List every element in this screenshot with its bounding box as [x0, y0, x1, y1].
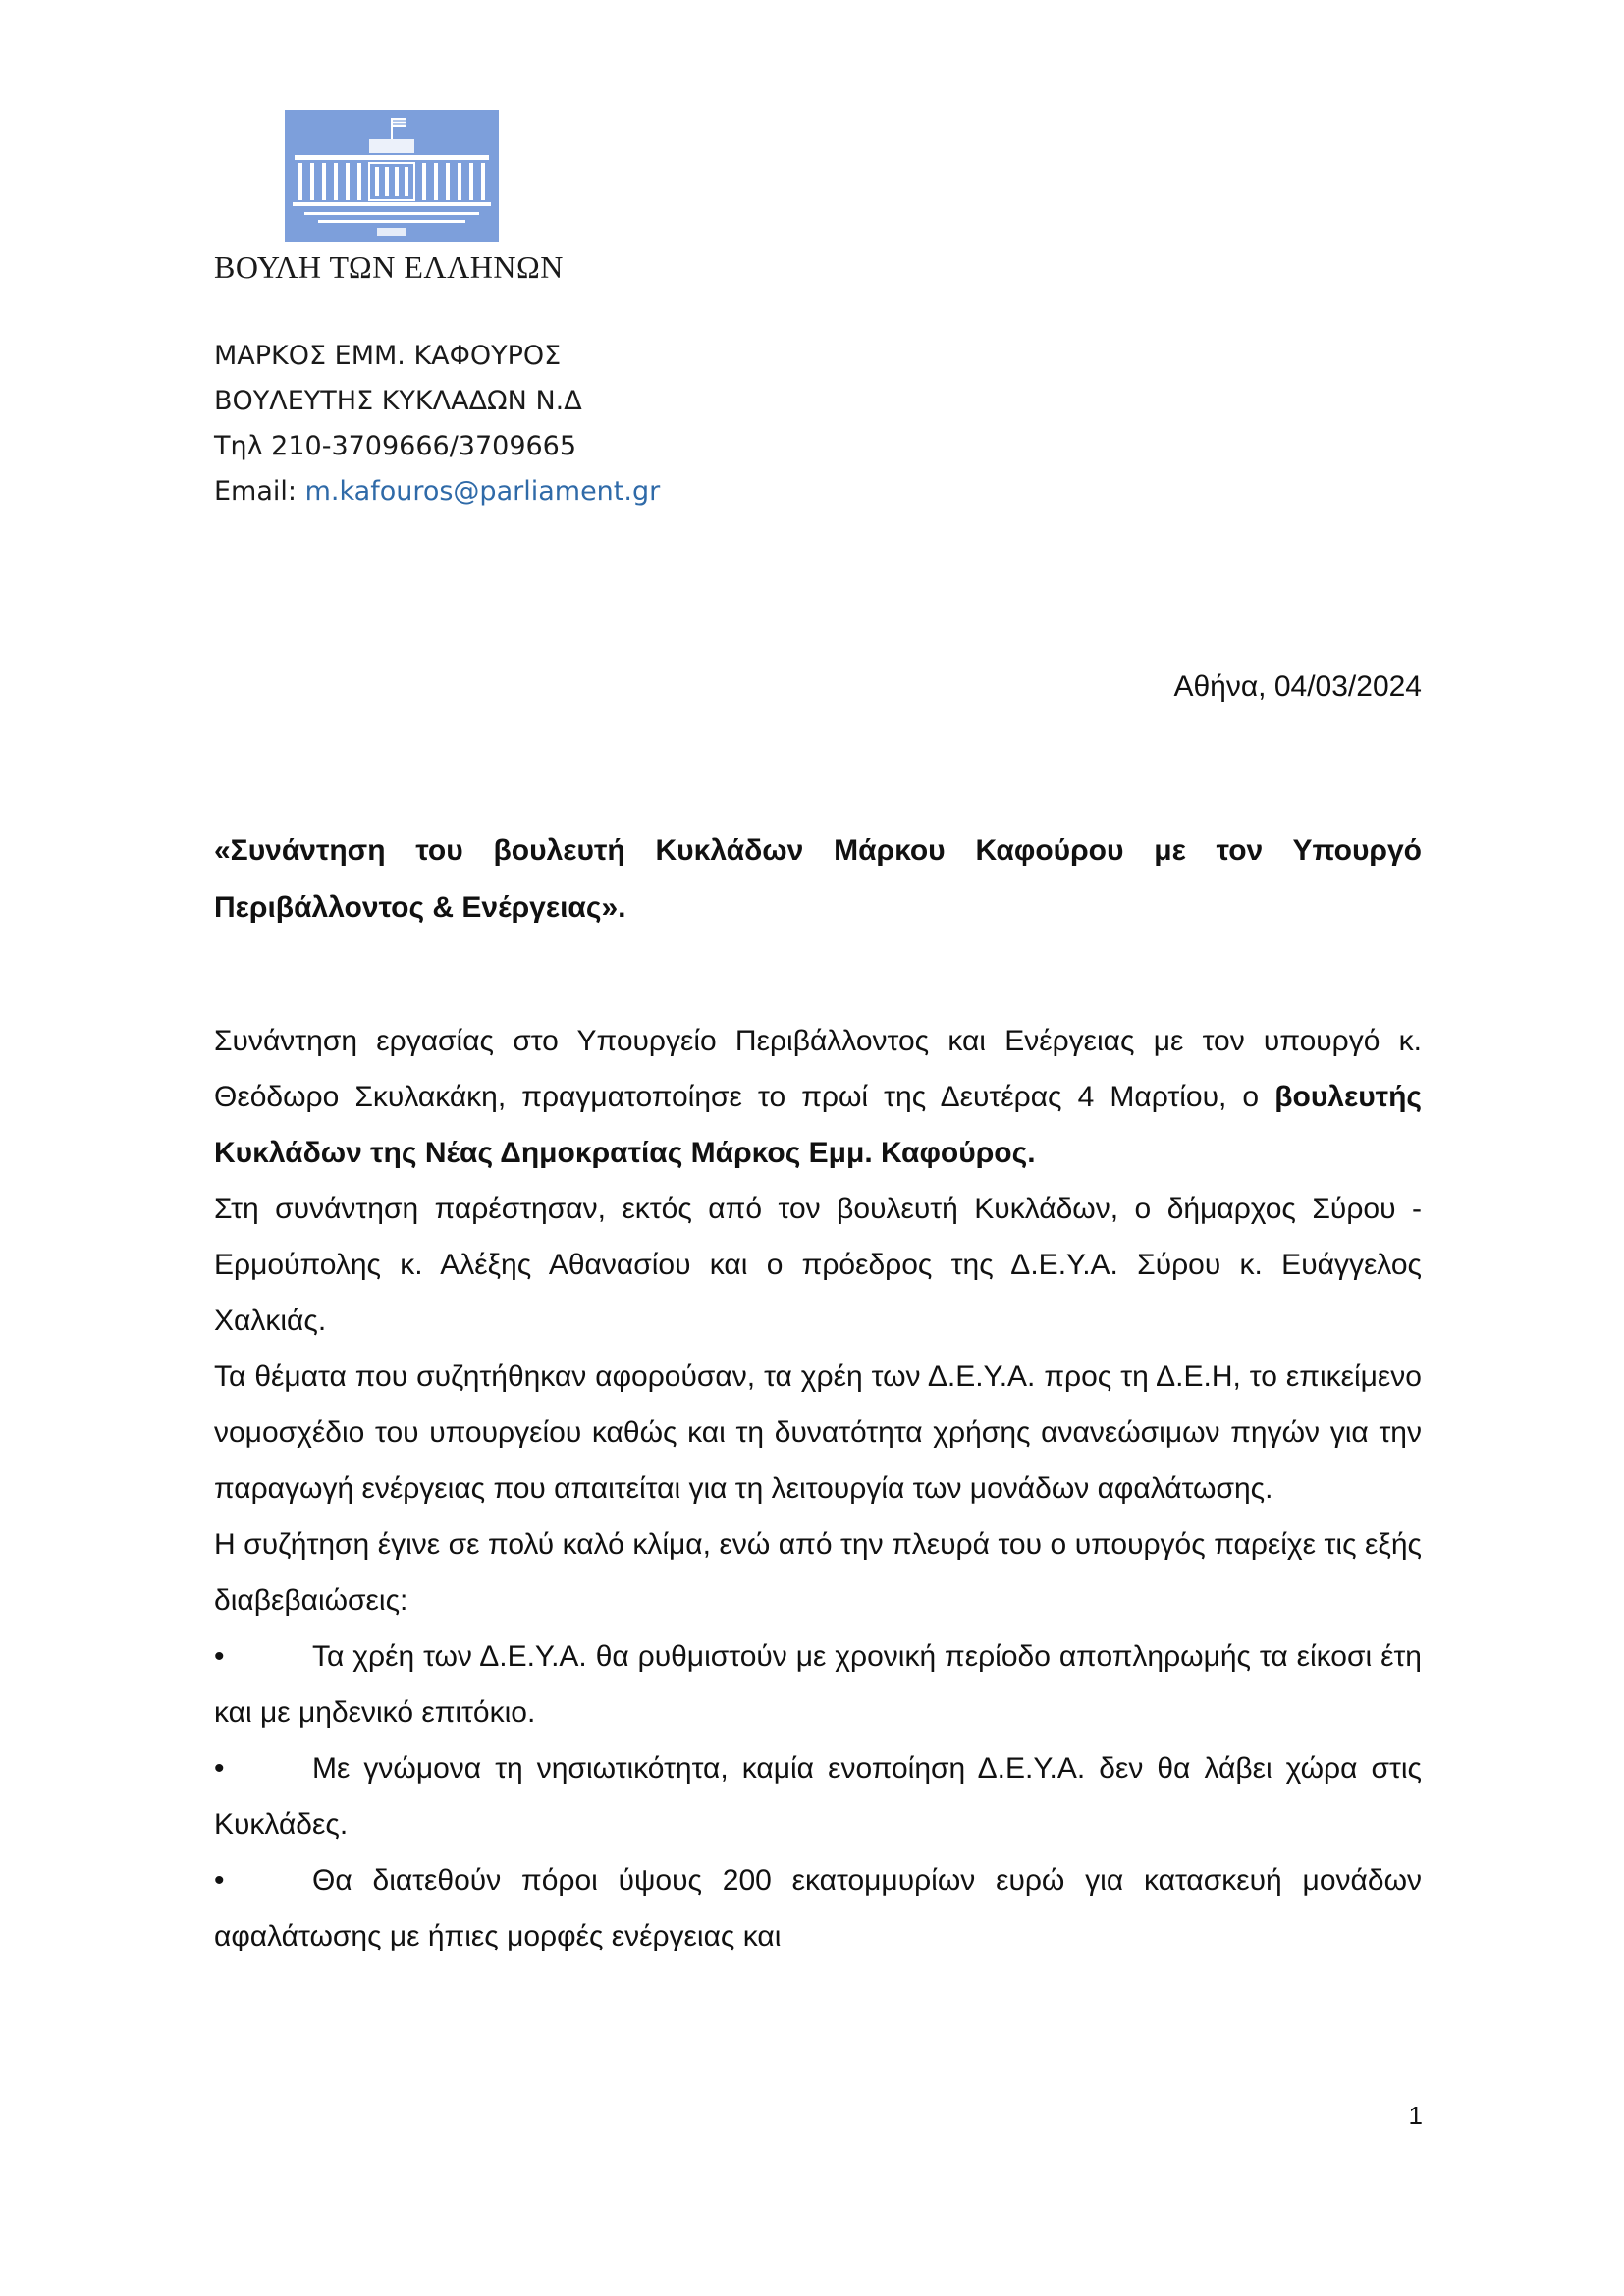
email-link[interactable]: m.kafouros@parliament.gr	[304, 476, 661, 507]
paragraph-topics: Τα θέματα που συζητήθηκαν αφορούσαν, τα χρέη των Δ.Ε.Υ.Α. προς τη Δ.Ε.Η, το επικείμενο νομοσχέδιο του υπουργείου καθώς και τη δυνατότητα χρήσης ανανεώσιμων πηγών για την παραγωγή ενέργειας που απαιτείται για τη λειτουργία των μονάδων αφαλάτωσης.	[214, 1361, 1422, 1505]
sender-phone: Τηλ 210-3709666/3709665	[214, 431, 577, 461]
list-item-text: Θα διατεθούν πόροι ύψους 200 εκατομμυρίων ευρώ για κατασκευή μονάδων αφαλάτωσης με ήπιες μορφές ενέργειας και	[214, 1864, 1422, 1952]
bullet-icon: •	[214, 1864, 225, 1896]
list-item	[214, 1740, 1422, 1852]
email-label: Email:	[214, 476, 298, 507]
page-number: 1	[1408, 2101, 1423, 2130]
parliament-logo	[285, 110, 499, 242]
document-title: «Συνάντηση του βουλευτή Κυκλάδων Μάρκου Καφούρου με τον Υπουργό Περιβάλλοντος & Ενέργειας».	[214, 834, 1422, 924]
parliament-building-icon	[285, 110, 499, 242]
paragraph-intro-bold: βουλευτής Κυκλάδων της Νέας Δημοκρατίας Μάρκος Εμμ. Καφούρος.	[214, 1081, 1422, 1169]
list-item-text: Τα χρέη των Δ.Ε.Υ.Α. θα ρυθμιστούν με χρονική περίοδο αποπληρωμής τα είκοσι έτη και με μηδενικό επιτόκιο.	[214, 1640, 1422, 1729]
list-item	[214, 1629, 1422, 1740]
document-body	[214, 1013, 1422, 1964]
contact-block	[214, 334, 660, 514]
paragraph-intro-text: Συνάντηση εργασίας στο Υπουργείο Περιβάλλοντος και Ενέργειας με τον υπουργό κ. Θεόδωρο Σκυλακάκη, πραγματοποίησε το πρωί της Δευτέρας 4 Μαρτίου, ο	[214, 1025, 1422, 1113]
bullet-icon: •	[214, 1640, 225, 1673]
list-item-text: Με γνώμονα τη νησιωτικότητα, καμία ενοποίηση Δ.Ε.Υ.Α. δεν θα λάβει χώρα στις Κυκλάδες.	[214, 1752, 1422, 1841]
paragraph-attendees: Στη συνάντηση παρέστησαν, εκτός από τον βουλευτή Κυκλάδων, ο δήμαρχος Σύρου - Ερμούπολης κ. Αλέξης Αθανασίου και ο πρόεδρος της Δ.Ε.Υ.Α. Σύρου κ. Ευάγγελος Χαλκιάς.	[214, 1193, 1422, 1337]
document-date: Αθήνα, 04/03/2024	[1173, 670, 1422, 703]
sender-role: ΒΟΥΛΕΥΤΗΣ ΚΥΚΛΑΔΩΝ Ν.Δ	[214, 386, 582, 416]
list-item	[214, 1852, 1422, 1964]
paragraph-assurances: Η συζήτηση έγινε σε πολύ καλό κλίμα, ενώ από την πλευρά του ο υπουργός παρείχε τις εξής διαβεβαιώσεις:	[214, 1528, 1422, 1617]
sender-email-line	[214, 469, 660, 514]
sender-name: ΜΑΡΚΟΣ ΕΜΜ. ΚΑΦΟΥΡΟΣ	[214, 341, 562, 371]
organization-name: ΒΟΥΛΗ ΤΩΝ ΕΛΛΗΝΩΝ	[214, 249, 564, 285]
bullet-icon: •	[214, 1752, 225, 1785]
paragraph-intro	[214, 1013, 1422, 1181]
